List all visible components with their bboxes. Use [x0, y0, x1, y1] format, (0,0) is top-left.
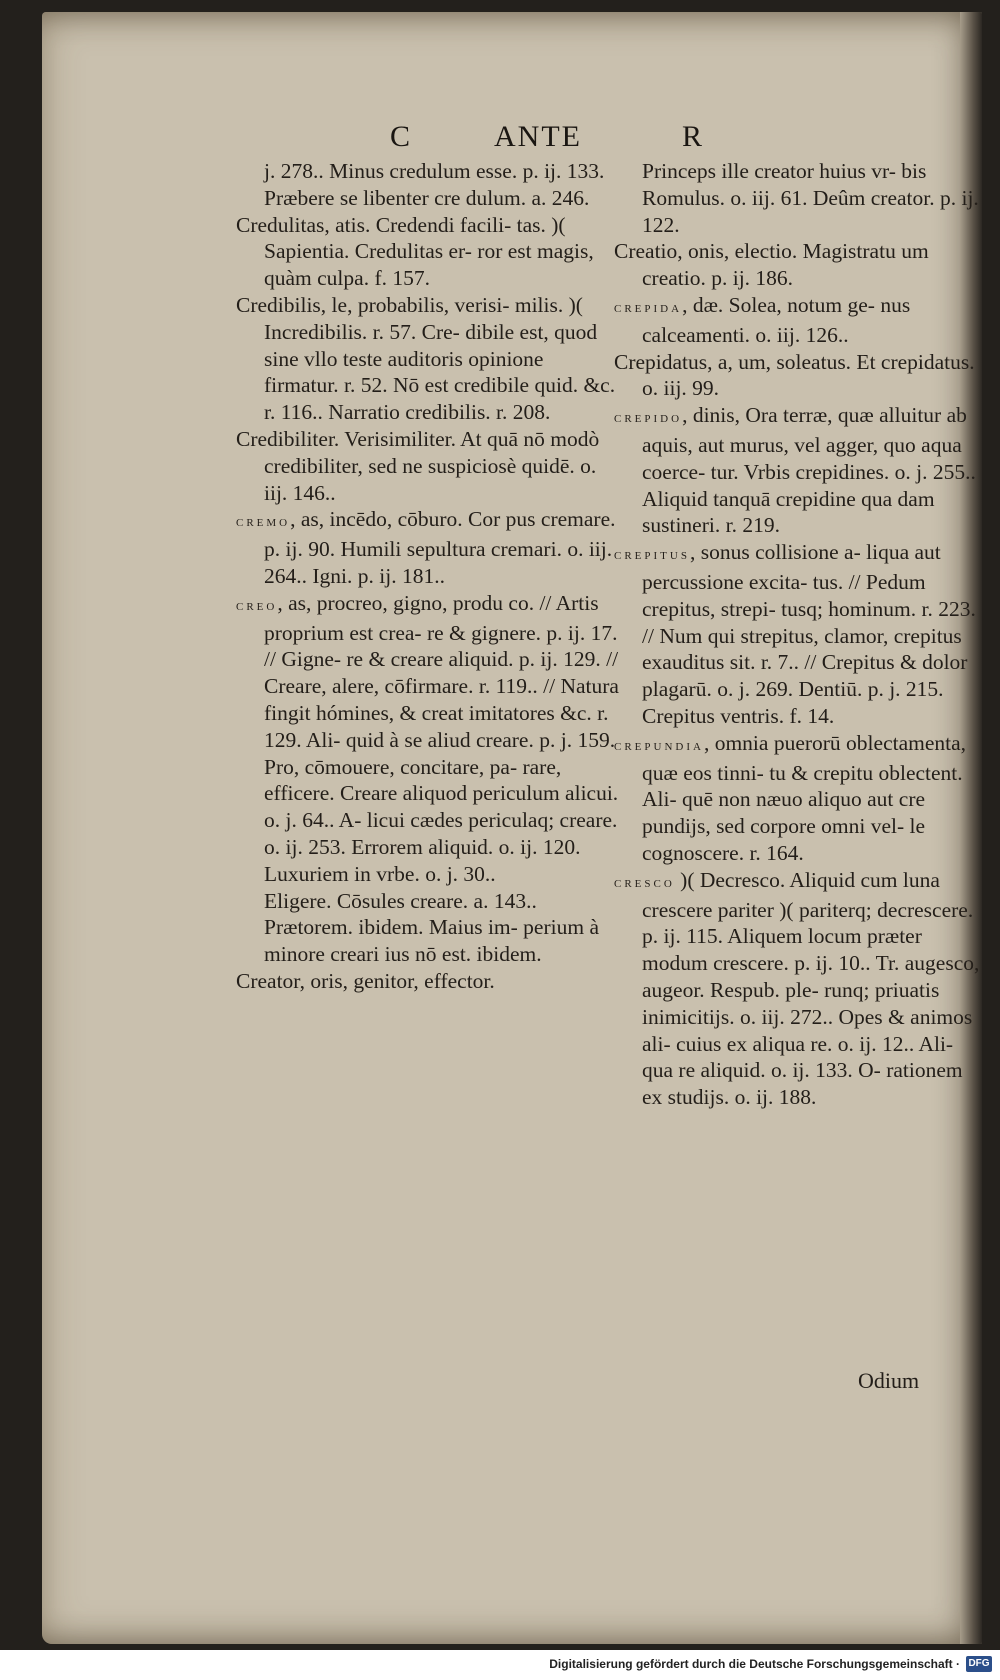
entry-text: , as, incēdo, cōburo. Cor pus cremare. p. ij. 90. Humili sepultura cremari. o. iij. 264.. Igni. p. ij. 181.. — [264, 507, 616, 588]
dictionary-entry — [236, 212, 620, 292]
entry-text: j. 278.. Minus credulum esse. p. ij. 133. Præbere se libenter cre dulum. a. 246. — [264, 159, 605, 210]
entry-text: , dæ. Solea, notum ge- nus calceamenti. o. iij. 126.. — [642, 292, 911, 347]
dictionary-entry — [236, 506, 620, 589]
entry-text: Princeps ille creator huius vr- bis Romulus. o. iij. 61. Deûm creator. p. ij. 122. — [642, 159, 979, 237]
entry-lemma: crepida — [614, 299, 683, 316]
dictionary-entry — [236, 292, 620, 426]
dictionary-entry — [614, 730, 986, 867]
dictionary-entry — [236, 888, 620, 968]
entry-lemma: crepido — [614, 410, 683, 427]
entry-text: , dinis, Ora terræ, quæ alluitur ab aquis, aut murus, vel agger, quo aqua coerce- tur. Vrbis crepidines. o. j. 255.. Aliquid tanquā crepidine qua dam sustineri. r. 219. — [642, 403, 976, 538]
footer-bar — [0, 1650, 1000, 1680]
entry-text: , sonus collisione a- liqua aut percussione excita- tus. // Pedum crepitus, strepi- tusq; hominum. r. 223. // Num qui strepitus, clamor, crepitus exauditus sit. r. 7.. // Crepitus & dolor plagarū. o. j. 269. Dentiū. p. j. 215. Crepitus ventris. f. 14. — [642, 540, 976, 728]
dictionary-entry — [614, 402, 986, 539]
dictionary-entry — [236, 590, 620, 888]
dictionary-entry — [614, 349, 986, 403]
dictionary-entry — [614, 158, 986, 238]
entry-lemma: crepundia — [614, 737, 704, 754]
entry-text: Creatio, onis, electio. Magistratu um creatio. p. ij. 186. — [614, 239, 929, 291]
header-word: ANTE — [494, 120, 582, 153]
running-header — [42, 120, 982, 160]
header-letter-right: R — [682, 120, 705, 153]
dictionary-entry — [614, 292, 986, 349]
dictionary-entry — [614, 238, 986, 292]
entry-lemma: cresco — [614, 874, 675, 891]
header-letter-left: C — [390, 120, 413, 153]
left-column — [236, 158, 620, 995]
entry-lemma: creo — [236, 597, 278, 614]
entry-text: )( Decresco. Aliquid cum luna crescere pariter )( pariterq; decrescere. p. ij. 115. Aliquem locum præter modum crescere. p. ij. 10.. Tr. augesco, augeor. Respub. ple- runq; priuatis inimicitijs. o. iij. 272.. Opes & animos ali- cuius ex aliqua re. o. ij. 12.. Ali- qua re aliquid. o. ij. 133. O- rationem ex studijs. o. ij. 188. — [642, 867, 980, 1110]
dfg-logo: DFG — [966, 1656, 992, 1672]
entry-text: Credibilis, le, probabilis, verisi- milis. )( Incredibilis. r. 57. Cre- dibile est, quod sine vllo teste auditoris opinione firmatur. r. 52. Nō est credibile quid. &c. r. 116.. Narratio credibilis. r. 208. — [236, 292, 616, 425]
entry-text: Crepidatus, a, um, soleatus. Et crepidatus. o. iij. 99. — [614, 349, 975, 401]
dictionary-entry — [614, 867, 986, 1111]
dictionary-entry — [236, 968, 620, 995]
entry-text: Credibiliter. Verisimiliter. At quā nō modò credibiliter, sed ne suspiciosè quidē. o. iij. 146.. — [236, 426, 600, 505]
dictionary-entry — [236, 426, 620, 506]
footer-credit: Digitalisierung gefördert durch die Deutsche Forschungsgemeinschaft · — [549, 1657, 960, 1671]
right-column — [614, 158, 986, 1111]
dictionary-entry — [236, 158, 620, 212]
catchword: Odium — [858, 1368, 920, 1393]
entry-text: Credulitas, atis. Credendi facili- tas. )( Sapientia. Credulitas er- ror est magis, quàm culpa. f. 157. — [236, 212, 594, 291]
entry-text: Creator, oris, genitor, effector. — [236, 968, 495, 993]
entry-text: , as, procreo, gigno, produ co. // Artis proprium est crea- re & gignere. p. ij. 17. // Gigne- re & creare aliquid. p. ij. 129. // Creare, alere, cōfirmare. r. 119.. // Natura fingit hómines, & creat imitatores &c. r. 129. Ali- quid à se aliud creare. p. j. 159. Pro, cōmouere, concitare, pa- rare, efficere. Creare aliquod periculum alicui. o. j. 64.. A- licui cædes periculaq; creare. o. ij. 253. Errorem aliquid. o. ij. 120. Luxuriem in vrbe. o. j. 30.. — [264, 590, 619, 886]
entry-lemma: crepitus — [614, 547, 690, 564]
entry-text: , omnia puerorū oblectamenta, quæ eos tinni- tu & crepitu oblectent. Ali- quē non næuo aliquo aut cre pundijs, sed corpore omni vel- le cognoscere. r. 164. — [642, 730, 967, 865]
entry-text: Eligere. Cōsules creare. a. 143.. Prætorem. ibidem. Maius im- perium à minore creari ius nō est. ibidem. — [264, 888, 599, 967]
entry-lemma: cremo — [236, 514, 291, 531]
dictionary-entry — [614, 539, 986, 730]
